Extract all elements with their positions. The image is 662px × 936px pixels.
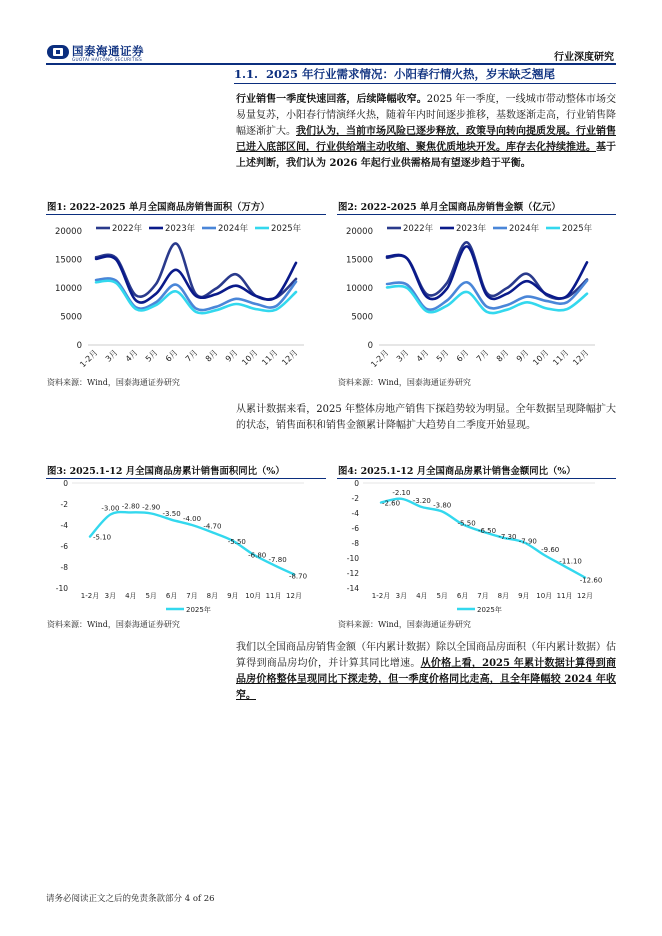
data-label: -3.00 (101, 504, 120, 513)
data-label: -7.90 (518, 537, 537, 546)
x-tick-label: 12月 (280, 348, 300, 368)
data-label: -2.90 (142, 503, 161, 512)
figure1-source: 资料来源：Wind，国泰海通证券研究 (47, 378, 180, 387)
x-tick-label: 1-2月 (371, 592, 391, 600)
legend-label: 2023年 (456, 224, 487, 234)
x-tick-label: 12月 (571, 348, 591, 368)
y-tick-label: -10 (346, 554, 359, 563)
section-heading (234, 66, 555, 82)
x-tick-label: 7月 (477, 592, 489, 600)
y-tick-label: -2 (351, 494, 359, 503)
data-label: -3.50 (162, 509, 181, 518)
paragraph-price (236, 640, 616, 704)
x-tick-label: 9月 (227, 592, 239, 600)
para3-body: 我们以全国商品房销售金额（年内累计数据）除以全国商品房面积（年内累计数据）估算得到商品房均价，并计算其同比增速。 (236, 642, 616, 669)
y-tick-label: 0 (367, 341, 373, 351)
x-tick-label: 10月 (531, 348, 551, 368)
x-tick-label: 4月 (125, 592, 137, 600)
figure1-rule (46, 214, 326, 215)
data-label: -4.70 (203, 522, 222, 531)
y-tick-label: 0 (354, 480, 359, 488)
data-label: -6.80 (248, 551, 267, 560)
legend-label: 2025年 (562, 224, 593, 234)
para2-body: 从累计数据来看，2025 年整体房地产销售下探趋势较为明显。全年数据呈现降幅扩大的状态，销售面积和销售金额累计降幅扩大趋势自二季度开始显现。 (236, 404, 616, 431)
data-label: -5.10 (92, 533, 112, 542)
legend-label: 2025年 (186, 606, 211, 614)
x-tick-label: 10月 (536, 592, 553, 600)
x-tick-label: 5月 (143, 348, 160, 364)
figure3-source: 资料来源：Wind，国泰海通证券研究 (47, 620, 180, 629)
para1-body: 2025 年一季度，一线城市带动整体市场交易量复苏，小阳春行情演绎火热，随着年内时间逐步推移，基数逐渐走高，行业销售降幅逐渐扩大。 (236, 94, 616, 137)
x-tick-label: 7月 (474, 348, 491, 364)
para1-emphasis-1: 我们认为，当前市场风险已逐步释放， (296, 126, 466, 137)
y-tick-label: -4 (351, 509, 359, 518)
y-tick-label: 15000 (54, 255, 82, 266)
x-tick-label: 1-2月 (78, 348, 100, 370)
paragraph-demand (236, 92, 616, 172)
legend-label: 2022年 (403, 224, 434, 234)
para1-lead: 行业销售一季度快速回落，后续降幅收窄。 (236, 94, 427, 105)
y-tick-label: 15000 (345, 255, 373, 266)
x-tick-label: 12月 (286, 592, 302, 600)
series-line-2022年 (96, 243, 296, 299)
series-line-2025年 (381, 499, 585, 578)
y-tick-label: -10 (55, 584, 68, 593)
x-tick-label: 6月 (456, 592, 469, 600)
x-tick-label: 1-2月 (80, 592, 100, 600)
x-tick-label: 9月 (518, 592, 530, 600)
x-tick-label: 11月 (260, 348, 280, 368)
figure3-rule (46, 478, 326, 479)
figure4-title: 图4: 2025.1-12 月全国商品房累计销售金额同比（%） (338, 466, 576, 477)
y-tick-label: -8 (351, 539, 359, 548)
x-tick-label: 8月 (494, 348, 511, 364)
y-tick-label: -6 (351, 524, 359, 533)
y-tick-label: -6 (60, 542, 68, 551)
y-tick-label: 10000 (345, 284, 373, 294)
legend-label: 2024年 (218, 224, 249, 234)
logo-text: 国泰海通证券 (72, 44, 144, 58)
y-tick-label: -2 (60, 500, 68, 509)
x-tick-label: 4月 (414, 348, 431, 364)
data-label: -3.80 (433, 501, 452, 510)
x-tick-label: 11月 (556, 592, 573, 600)
x-tick-label: 8月 (206, 592, 219, 600)
x-tick-label: 10月 (245, 592, 262, 600)
x-tick-label: 3月 (103, 348, 120, 364)
legend-label: 2024年 (509, 224, 540, 234)
report-type: 行业深度研究 (554, 52, 614, 63)
data-label: -6.50 (477, 526, 497, 535)
para1-emphasis-2: 政策导向转向提质发展。 (466, 126, 576, 137)
y-tick-label: 20000 (54, 227, 82, 237)
series-line-2022年 (387, 242, 587, 298)
x-tick-label: 8月 (203, 348, 220, 364)
y-tick-label: -14 (346, 584, 359, 593)
logo-icon (47, 45, 69, 59)
data-label: -5.50 (457, 519, 476, 528)
figure2-source: 资料来源：Wind，国泰海通证券研究 (338, 378, 471, 387)
y-tick-label: -12 (346, 569, 359, 578)
legend-label: 2025年 (477, 606, 502, 614)
x-tick-label: 8月 (497, 592, 510, 600)
x-tick-label: 11月 (551, 348, 571, 368)
x-tick-label: 3月 (104, 592, 117, 600)
legend-label: 2023年 (165, 224, 196, 234)
y-tick-label: 0 (76, 341, 82, 351)
x-tick-label: 3月 (394, 348, 411, 364)
figure4-chart (337, 480, 616, 614)
data-label: -2.80 (121, 502, 140, 511)
y-tick-label: -4 (60, 521, 68, 530)
x-tick-label: 9月 (223, 348, 240, 364)
y-tick-label: 10000 (54, 284, 82, 294)
para3-emphasis: 从价格上看，2025 年累计数据计算得到商品房价格整体呈现同比下探走势，但一季度价格同比走高，且全年降幅较 2024 年收窄。 (236, 658, 616, 701)
legend-label: 2025年 (271, 224, 302, 234)
header-divider (46, 63, 616, 65)
y-tick-label: 20000 (345, 227, 373, 237)
figure1-chart (46, 217, 326, 373)
data-label: -11.10 (559, 557, 582, 566)
data-label: -7.30 (498, 532, 517, 541)
para1-emphasis-5: 库存去化持续推进。 (506, 142, 596, 153)
figure2-chart (337, 217, 616, 373)
x-tick-label: 4月 (123, 348, 140, 364)
data-label: -3.20 (412, 497, 431, 505)
x-tick-label: 6月 (454, 348, 471, 364)
y-tick-label: -8 (60, 563, 68, 572)
figure4-rule (337, 478, 616, 479)
section-divider (234, 83, 616, 84)
para1-conclusion: 基于上述判断，我们认为 2026 年起行业供需格局有望逐步趋于平衡。 (236, 142, 616, 169)
x-tick-label: 5月 (145, 592, 157, 600)
section-number: 1.1. (234, 67, 259, 81)
x-tick-label: 9月 (514, 348, 531, 364)
data-label: -12.60 (579, 576, 603, 585)
x-tick-label: 5月 (434, 348, 451, 364)
x-tick-label: 4月 (416, 592, 428, 600)
data-label: -9.60 (541, 546, 560, 554)
data-label: -2.10 (392, 488, 411, 497)
section-title: 2025 年行业需求情况：小阳春行情火热，岁末缺乏翘尾 (266, 67, 556, 81)
data-label: -8.70 (288, 572, 308, 581)
figure3-chart (46, 480, 326, 614)
legend-label: 2022年 (112, 224, 143, 234)
x-tick-label: 7月 (186, 592, 198, 600)
figure4-source: 资料来源：Wind，国泰海通证券研究 (338, 620, 471, 629)
data-label: -7.80 (268, 555, 287, 564)
x-tick-label: 1-2月 (369, 348, 391, 370)
paragraph-cumulative (236, 402, 616, 434)
footer-disclaimer: 请务必阅读正文之后的免责条款部分 4 of 26 (46, 894, 215, 904)
figure2-title: 图2: 2022-2025 单月全国商品房销售金额（亿元） (338, 202, 561, 213)
figure1-title: 图1: 2022-2025 单月全国商品房销售面积（万方） (47, 202, 270, 213)
figure3-title: 图3: 2025.1-12 月全国商品房累计销售面积同比（%） (47, 466, 285, 477)
data-label: -5.50 (227, 537, 246, 546)
y-tick-label: 5000 (60, 312, 82, 323)
x-tick-label: 5月 (436, 592, 448, 600)
x-tick-label: 10月 (240, 348, 260, 368)
y-tick-label: 0 (63, 480, 68, 488)
x-tick-label: 12月 (577, 592, 593, 600)
x-tick-label: 11月 (265, 592, 282, 600)
y-tick-label: 5000 (351, 312, 373, 323)
figure2-rule (337, 214, 616, 215)
para1-emphasis-3: 行业销售已进入底部区间， (236, 126, 616, 153)
logo-subtext: GUOTAI HAITONG SECURITIES (72, 57, 143, 62)
data-label: -4.00 (182, 515, 202, 523)
x-tick-label: 3月 (395, 592, 408, 600)
x-tick-label: 6月 (165, 592, 178, 600)
x-tick-label: 7月 (183, 348, 200, 364)
x-tick-label: 6月 (163, 348, 180, 364)
para1-emphasis-4: 行业供给端主动收缩、聚焦优质地块开发。 (316, 142, 506, 153)
data-label: -2.60 (381, 499, 401, 508)
